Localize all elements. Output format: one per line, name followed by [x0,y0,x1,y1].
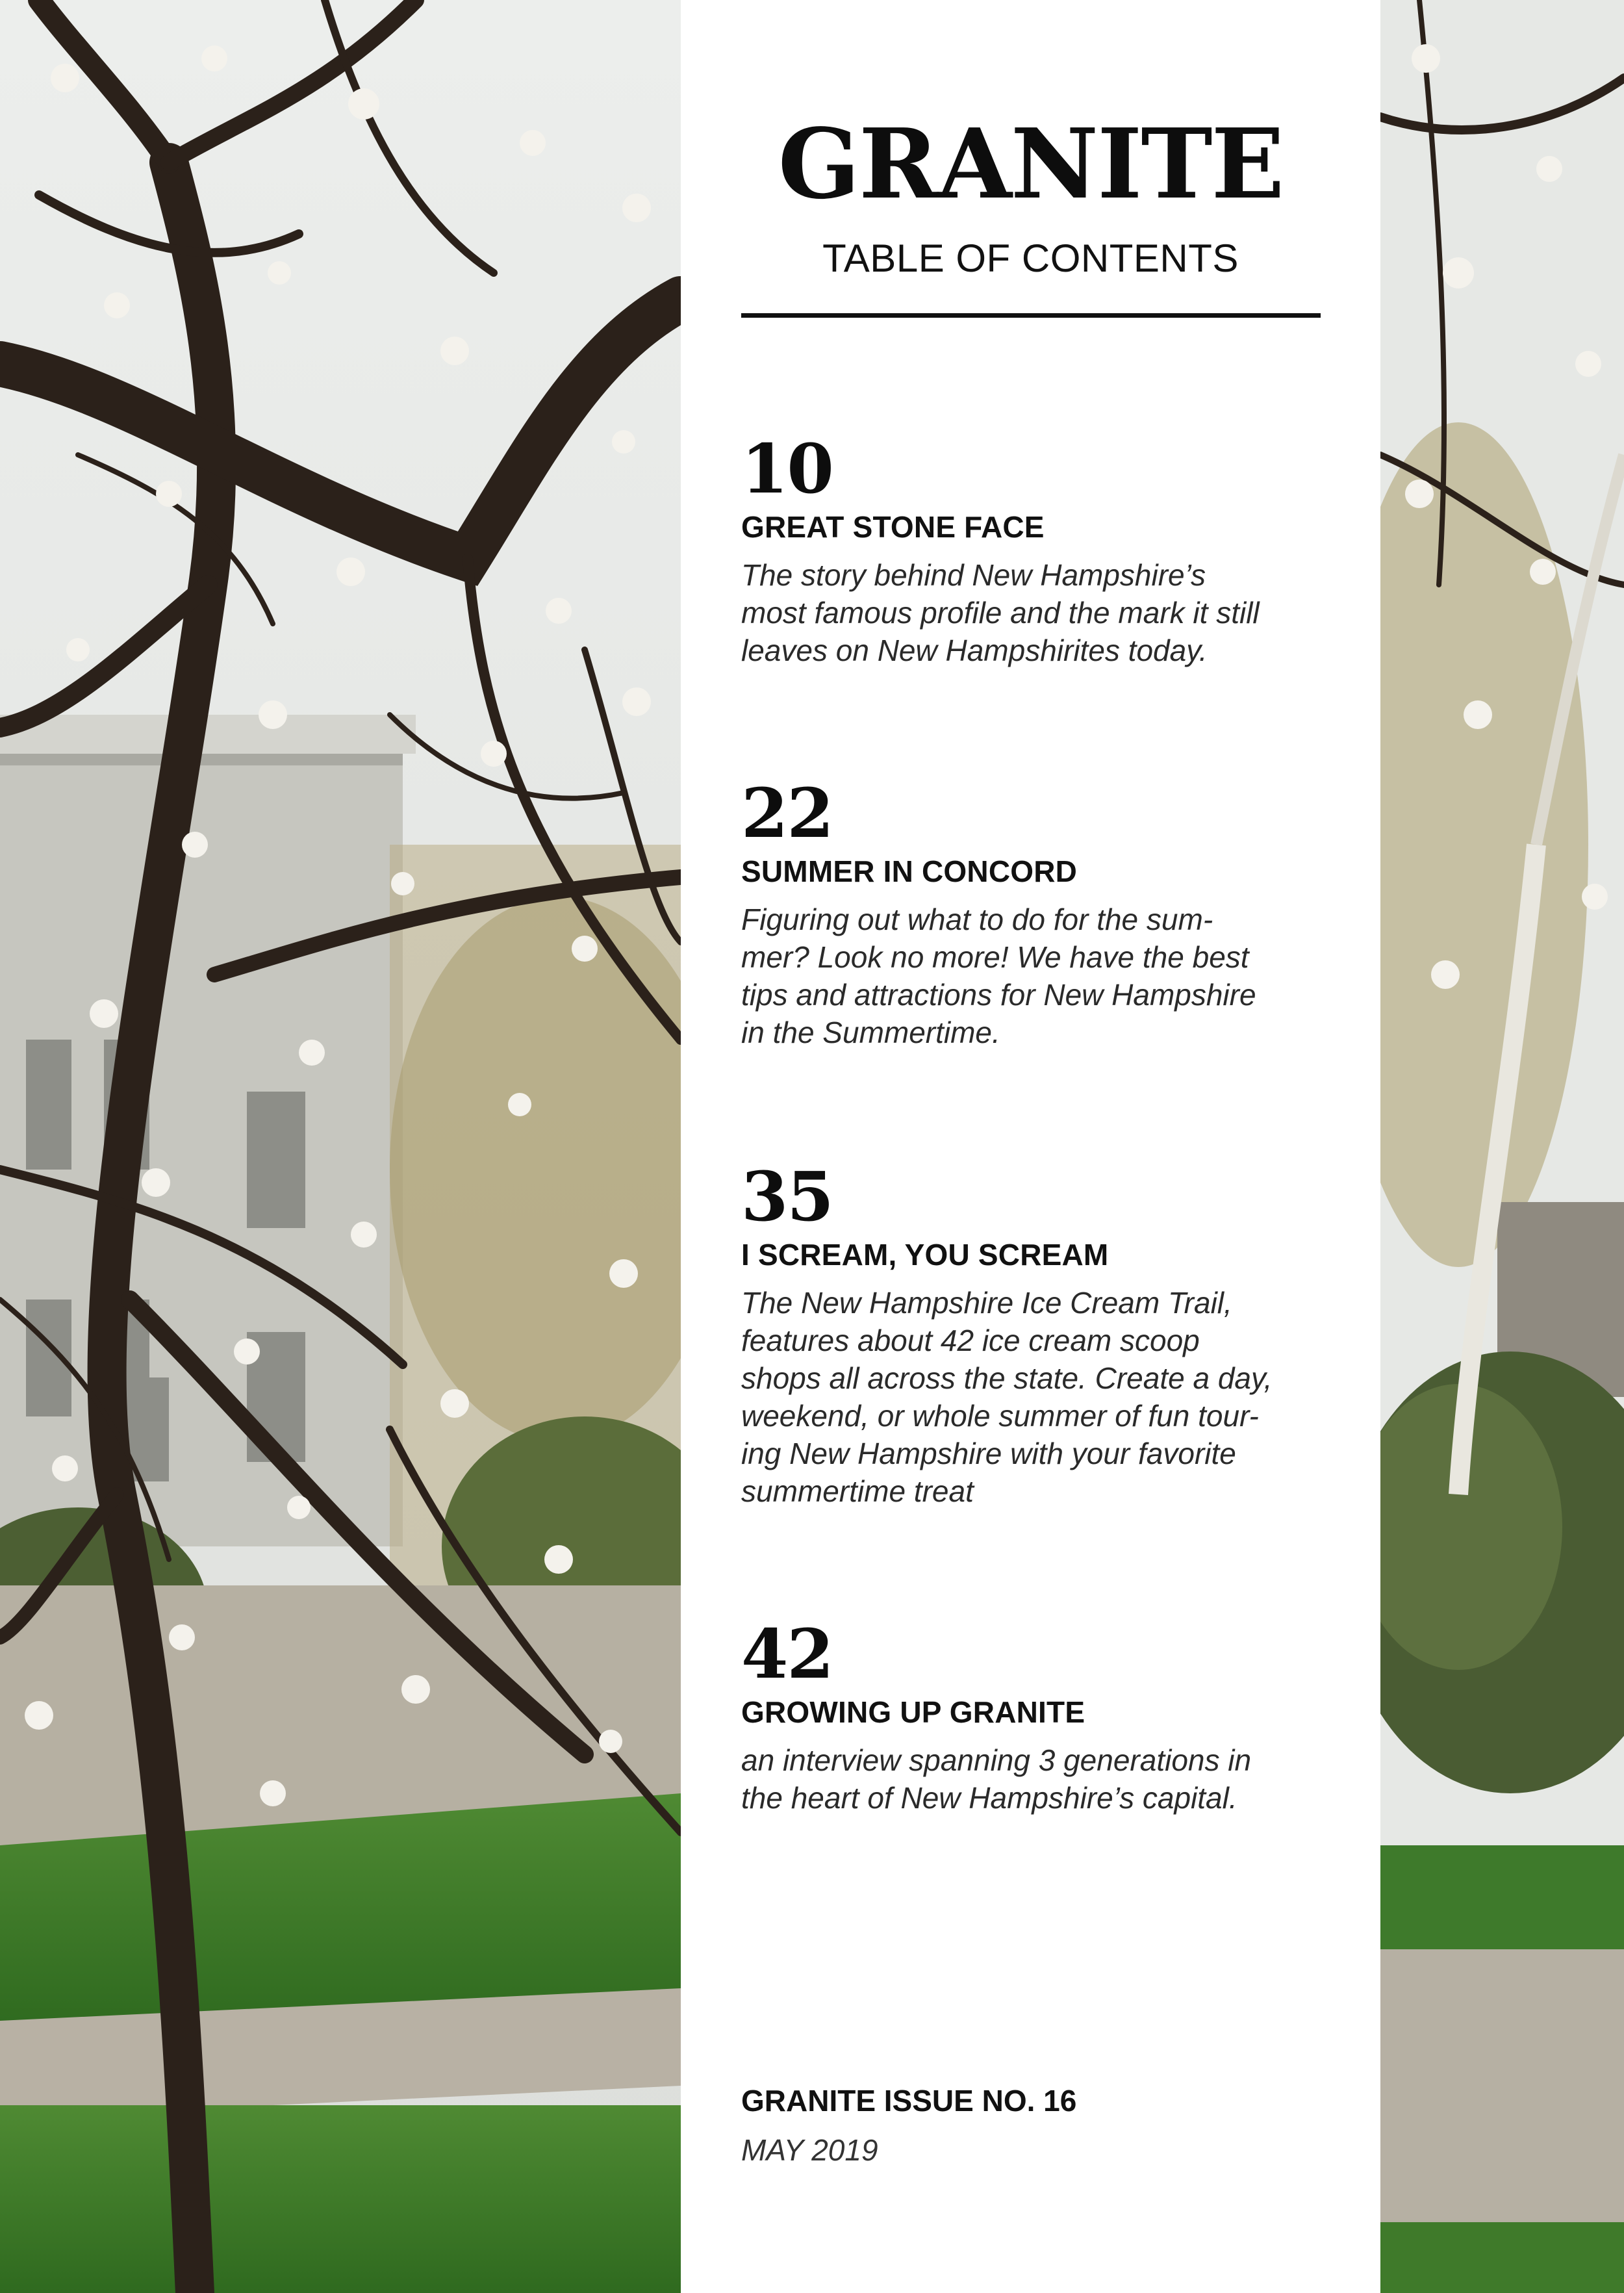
toc-entry-title: GROWING UP GRANITE [741,1695,1085,1729]
toc-entry-description: The story behind New Hampshire’s most famous profile and the mark it still leaves on New Hampshirites today. [741,558,1260,667]
toc-page-number: 35 [741,1157,833,1236]
magazine-title: GRANITE [778,107,1284,220]
toc-page-number: 22 [741,773,833,853]
birch-tree-photo [1380,0,1624,2293]
divider [741,313,1321,318]
toc-entry[interactable] [741,773,1326,1051]
toc-entry[interactable] [741,1157,1326,1510]
issue-footer [741,2086,1076,2165]
toc-entry-description: an interview spanning 3 generations in the heart of New Hampshire’s capital. [741,1743,1252,1815]
toc-entry-description: The New Hampshire Ice Cream Trail, features about 42 ice cream scoop shops all across the state. Create a day, weekend, or whole summer of fun tour- ing New Hampshire with your favorite summertime treat [741,1286,1273,1508]
magnolia-tree-photo [0,0,681,2293]
cover-photo-right [1380,0,1624,2293]
toc-entry[interactable] [741,1614,1326,1817]
toc-entry-description: Figuring out what to do for the sum- mer? Look no more! We have the best tips and attractions for New Hampshire in the Summertime. [741,903,1256,1049]
cover-photo-left [0,0,681,2293]
toc-entry-title: I SCREAM, YOU SCREAM [741,1238,1109,1272]
issue-number: GRANITE ISSUE NO. 16 [741,2084,1077,2118]
issue-date: MAY 2019 [741,2133,878,2167]
toc-page-number: 10 [741,429,833,509]
toc-entry-title: SUMMER IN CONCORD [741,854,1078,888]
toc-page-number: 42 [741,1614,833,1694]
toc-entry[interactable] [741,429,1326,669]
table-of-contents-column [681,0,1380,2293]
page-title: TABLE OF CONTENTS [822,237,1239,280]
toc-entry-title: GREAT STONE FACE [741,510,1045,544]
